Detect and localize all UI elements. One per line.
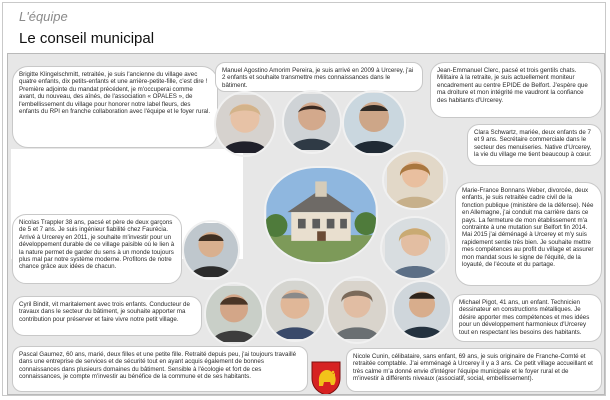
- bio-bubble-manuel: Manuel Agostino Amorim Pereira, je suis arrivé en 2009 à Urcerey, j'ai 2 enfants et souhaite transmettre mes connaissances dans le bâtiment.: [215, 62, 423, 92]
- bio-bubble-cyril: Cyril Bindit, vit maritalement avec trois enfants. Conducteur de travaux dans le secteur du bâtiment, je souhaite apporter ma contribution pour préserver et faire vivre notre petit village.: [12, 296, 202, 336]
- portrait-icon: [382, 218, 448, 278]
- portrait-icon: [284, 92, 340, 152]
- portrait-clara: [382, 150, 448, 210]
- portrait-cyril: [204, 282, 264, 346]
- bio-bubble-jean-emmanuel: Jean-Emmanuel Clerc, pacsé et trois gentils chats. Militaire à la retraite, je suis actuellement moniteur encadrement au centre EPIDE de Belfort. J'espère que ma droiture et mon intégrité me vaudront la confiance des habitants d'Urcerey.: [430, 62, 602, 118]
- portrait-marie-france: [380, 216, 450, 280]
- portrait-icon: [394, 282, 450, 338]
- bio-bubble-pascal: Pascal Gaumez, 60 ans, marié, deux filles et une petite fille. Retraité depuis peu, j'ai toujours travaillé dans une entreprise de services et de sécurité tout en ayant acquis également de bonnes connaissances dans plusieurs domaines du bâtiment. Sensible à l'écologie et fort de ces connaissances, je compte m'investir au bénéfice de la commune et de ses habitants.: [12, 346, 308, 392]
- portrait-nicolas: [182, 220, 240, 280]
- portrait-icon: [216, 93, 274, 155]
- bio-bubble-nicolas: Nicolas Trappler 38 ans, pacsé et père de deux garçons de 5 et 7 ans. Je suis ingénieur fiabilité chez Faurécia. Arrivé à Urcerey en 2011, je souhaite m'investir pour un développement durable de ce village paisible où le lien à la nature permet de garder du sens à un monde toujours plus mal par notre système moderne. Profitons de notre chance grâce aux idées de chacun.: [12, 214, 182, 284]
- portrait-michael: [392, 280, 452, 340]
- bio-bubble-clara: Clara Schwartz, mariée, deux enfants de 7 et 9 ans. Secrétaire commerciale dans le secteur des menuiseries. Native d'Urcerey, la vie du village me tient beaucoup à cœur.: [467, 124, 602, 166]
- portrait-icon: [384, 152, 446, 208]
- portrait-brigitte: [214, 91, 276, 157]
- bio-bubble-nicole: Nicole Cunin, célibataire, sans enfant, 69 ans, je suis originaire de Franche-Comté et retraitée comptable. J'ai emménagé à Urcerey il y a 3 ans. Ce petit village accueillant et très calme m'a donné envie d'intégrer l'équipe municipale et le foyer rural et de m'investir à différents niveaux (associatif, social, embellissement).: [346, 348, 602, 392]
- portrait-icon: [344, 92, 404, 154]
- bio-bubble-marie-france: Marie-France Bonnans Weber, divorcée, deux enfants, je suis retraitée cadre civil de la fonction publique (ministère de la défense). Née en Allemagne, j'ai conduit ma carrière dans ce pays. La fermeture de mon établissement m'a contrainte à une mutation sur Belfort fin 2014. Mai 2015 j'ai déménagé à Urcerey et m'y suis rapidement sentie très bien. Je souhaite mettre mes compétences au profit du village et assurer mon mandat sous le signe de l'équité, de la loyauté, de l'écoute et du partage.: [455, 182, 602, 286]
- portrait-icon: [184, 222, 238, 278]
- portrait-nicole: [326, 276, 388, 344]
- bio-bubble-michael: Michael Pigot, 41 ans, un enfant. Technicien dessinateur en constructions métalliques. Je désire apporter mes compétences et mes idées pour un développement harmonieux d'Urcerey tout en respectant les besoins des habitants.: [452, 294, 602, 342]
- portrait-icon: [328, 278, 386, 342]
- portrait-jean-emmanuel: [342, 90, 406, 156]
- council-board: [7, 53, 605, 395]
- portrait-icon: [266, 280, 324, 340]
- content-frame: [2, 2, 606, 396]
- building-icon: [266, 168, 376, 262]
- bio-bubble-brigitte: Brigitte Klingelschmitt, retraitée, je suis l'ancienne du village avec quatre enfants, dix petits-enfants et une arrière-petite-fille, c'est dire ! Première adjointe du mandat précédent, je m'occuperai comme avant, du nouveau, des aînés, de l'association « OPALES », de l'embellissement du village pour honorer notre label fleurs, des enfants du RPI en franche collaboration avec l'équipe et le foyer rural.: [12, 66, 218, 148]
- crest-bear-icon: [309, 360, 343, 395]
- portrait-manuel: [282, 90, 342, 154]
- portrait-icon: [206, 284, 262, 344]
- section-label: L'équipe: [19, 9, 68, 24]
- page-title: Le conseil municipal: [19, 30, 155, 47]
- coat-of-arms: [309, 360, 343, 395]
- town-hall-photo: [264, 166, 378, 264]
- portrait-pascal: [264, 278, 326, 342]
